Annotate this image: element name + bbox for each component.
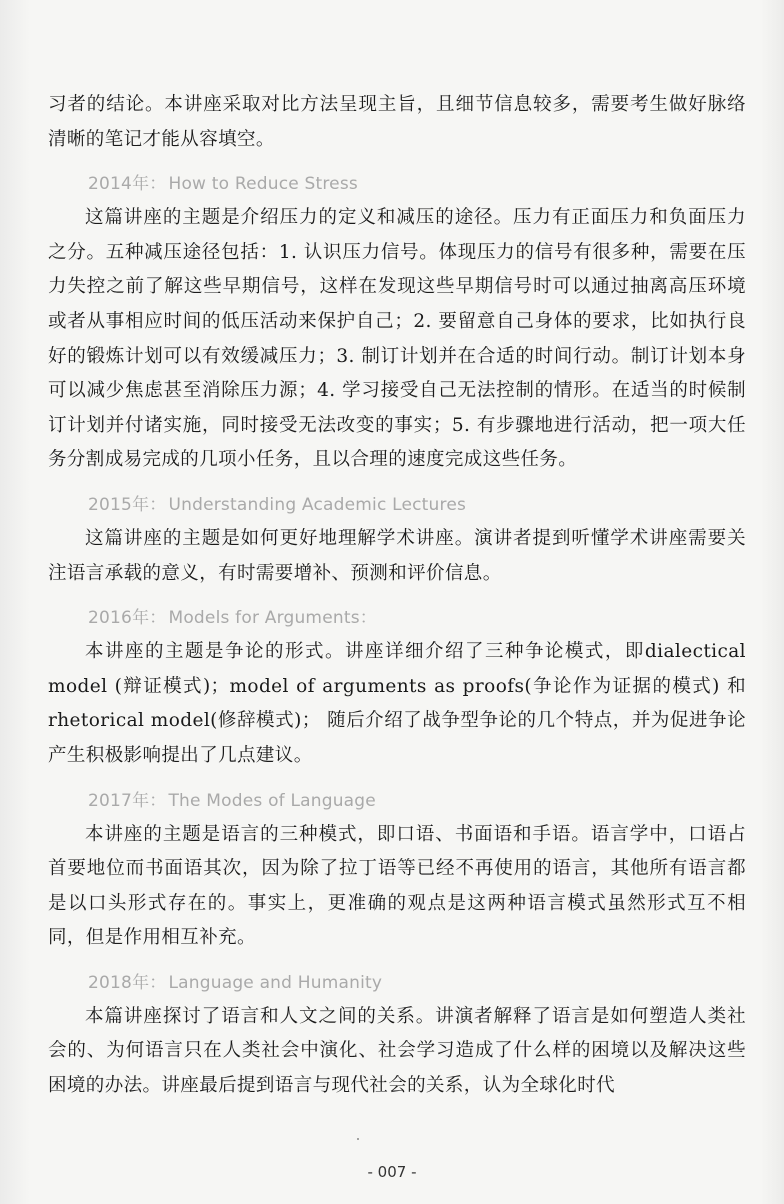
section-body-2015: 这篇讲座的主题是如何更好地理解学术讲座。演讲者提到听懂学术讲座需要关注语言承载的意义，有时需要增补、预测和评价信息。 bbox=[48, 527, 746, 584]
section-title: Understanding Academic Lectures bbox=[168, 494, 467, 515]
page-number: - 007 - bbox=[367, 1163, 417, 1181]
section-year: 2017年： bbox=[88, 790, 167, 811]
section-title: Models for Arguments： bbox=[168, 608, 377, 629]
section-year: 2014年： bbox=[88, 174, 167, 195]
section-heading-2018 bbox=[88, 966, 746, 1000]
section-heading-2016 bbox=[88, 601, 746, 635]
page-content bbox=[48, 88, 746, 1104]
section-year: 2018年： bbox=[88, 972, 167, 993]
section-year: 2016年： bbox=[88, 608, 167, 629]
print-speck bbox=[357, 1138, 359, 1140]
section-body-2016: 本讲座的主题是争论的形式。讲座详细介绍了三种争论模式，即dialectical model (辩证模式)；model of arguments as proofs(争论作为证据的模式) 和 rhetorical model(修辞模式)； 随后介绍了战争型争论的几个特点，并为促进争论产生积极影响提出了几点建议。 bbox=[48, 641, 746, 766]
section-body-2017: 本讲座的主题是语言的三种模式，即口语、书面语和手语。语言学中，口语占首要地位而书面语其次，因为除了拉丁语等已经不再使用的语言，其他所有语言都是以口头形式存在的。事实上，更准确的观点是这两种语言模式虽然形式互不相同，但是作用相互补充。 bbox=[48, 823, 746, 949]
intro-paragraph: 习者的结论。本讲座采取对比方法呈现主旨，且细节信息较多，需要考生做好脉络清晰的笔记才能从容填空。 bbox=[48, 94, 746, 150]
section-title: How to Reduce Stress bbox=[168, 174, 358, 195]
section-body-2014: 这篇讲座的主题是介绍压力的定义和减压的途径。压力有正面压力和负面压力之分。五种减压途径包括：1. 认识压力信号。体现压力的信号有很多种，需要在压力失控之前了解这些早期信号，这样在发现这些早期信号时可以通过抽离高压环境或者从事相应时间的低压活动来保护自己；2. 要留意自己身体的要求，比如执行良好的锻炼计划可以有效缓减压力；3. 制订计划并在合适的时间行动。制订计划本身可以减少焦虑甚至消除压力源；4. 学习接受自己无法控制的情形。在适当的时候制订计划并付诸实施，同时接受无法改变的事实；5. 有步骤地进行活动，把一项大任务分割成易完成的几项小任务，且以合理的速度完成这些任务。 bbox=[48, 207, 746, 471]
section-heading-2017 bbox=[88, 784, 746, 818]
section-heading-2015 bbox=[88, 488, 746, 522]
section-year: 2015年： bbox=[88, 494, 167, 515]
section-heading-2014 bbox=[88, 167, 746, 201]
section-title: Language and Humanity bbox=[168, 972, 383, 993]
section-body-2018: 本篇讲座探讨了语言和人文之间的关系。讲演者解释了语言是如何塑造人类社会的、为何语言只在人类社会中演化、社会学习造成了什么样的困境以及解决这些困境的办法。讲座最后提到语言与现代社会的关系，认为全球化时代 bbox=[48, 1005, 746, 1097]
section-title: The Modes of Language bbox=[168, 790, 376, 811]
